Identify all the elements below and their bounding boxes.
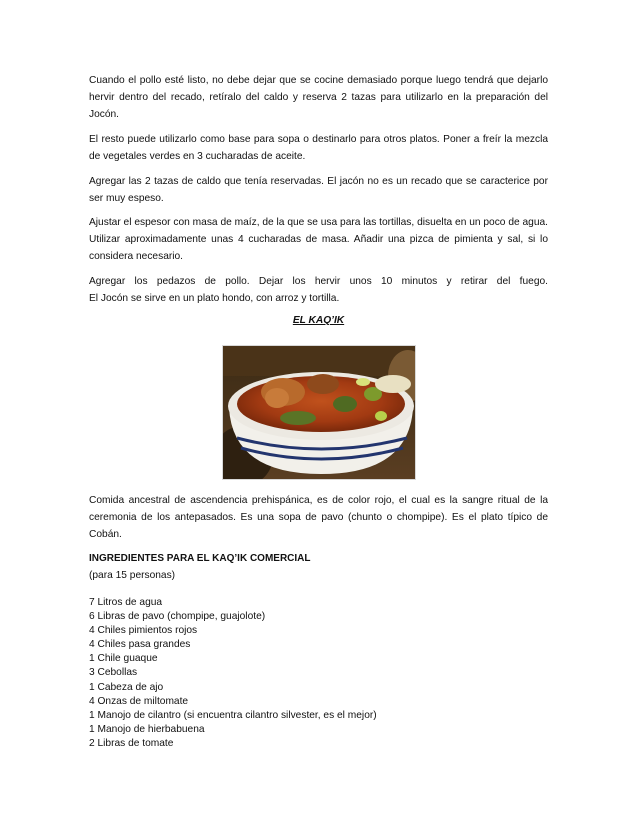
list-item: 4 Onzas de miltomate (89, 695, 189, 707)
paragraph-pollo (89, 72, 548, 123)
paragraph-text: Agregar las 2 tazas de caldo que tenía reservadas. El jacón no es un recado que se caracterice por ser muy espeso. (89, 176, 548, 204)
list-item: 4 Chiles pimientos rojos (89, 625, 198, 637)
list-item: 6 Libras de pavo (chompipe, guajolote) (89, 611, 266, 623)
ingredients-heading: INGREDIENTES PARA EL KAQ’IK COMERCIAL (89, 553, 311, 564)
paragraph-caldo (89, 173, 548, 207)
description-paragraph (89, 492, 548, 543)
paragraph-text: Agregar los pedazos de pollo. Dejar los hervir unos 10 minutos y retirar del fuego. (89, 276, 548, 287)
list-item: 1 Cabeza de ajo (89, 681, 164, 693)
paragraph-resto (89, 131, 548, 165)
section-title: EL KAQ’IK (292, 315, 345, 326)
list-item: 4 Chiles pasa grandes (89, 639, 191, 651)
paragraph-text: El resto puede utilizarlo como base para sopa o destinarlo para otros platos. Poner a freír la mezcla de vegetales verdes en 3 cucharadas de aceite. (89, 134, 548, 162)
kaqik-soup-photo (222, 345, 416, 480)
paragraph-text: Ajustar el espesor con masa de maíz, de la que se usa para las tortillas, disuelta en un poco de agua. Utilizar aproximadamente unas 4 cucharadas de masa. Añadir una pizca de pimienta y sal, si lo considera necesario. (89, 217, 548, 262)
servings-note: (para 15 personas) (89, 570, 176, 581)
list-item: 1 Manojo de hierbabuena (89, 723, 205, 735)
paragraph-text: El Jocón se sirve en un plato hondo, con arroz y tortilla. (89, 293, 340, 304)
ingredients-list (89, 596, 377, 751)
list-item: 3 Cebollas (89, 667, 138, 679)
paragraph-text: Comida ancestral de ascendencia prehispánica, es de color rojo, el cual es la sangre ritual de la ceremonia de los antepasados. Es una sopa de pavo (chunto o chompipe). Es el plato típico de Cobán. (89, 495, 548, 540)
paragraph-espesor (89, 214, 548, 265)
list-item: 1 Manojo de cilantro (si encuentra cilantro silvester, es el mejor) (89, 709, 377, 721)
list-item: 7 Litros de agua (89, 597, 163, 608)
list-item: 1 Chile guaque (89, 653, 158, 665)
paragraph-pedazos (89, 273, 548, 307)
list-item: 2 Libras de tomate (89, 737, 174, 749)
paragraph-text: Cuando el pollo esté listo, no debe dejar que se cocine demasiado porque luego tendrá que dejarlo hervir dentro del recado, retíralo del caldo y reserva 2 tazas para utilizarlo en la preparación del Jocón. (89, 75, 548, 120)
